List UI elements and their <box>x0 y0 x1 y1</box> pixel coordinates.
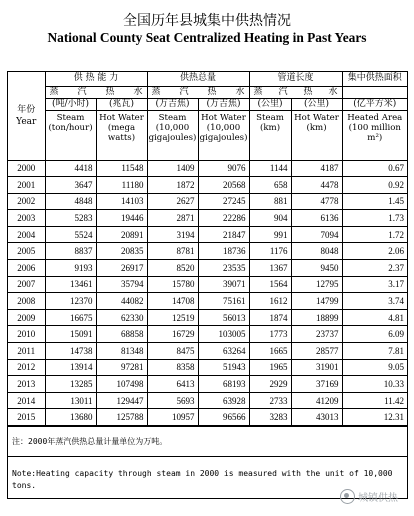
value-cell: 1.73 <box>342 210 407 227</box>
value-cell: 4478 <box>291 177 342 194</box>
value-cell: 81348 <box>96 343 147 360</box>
value-cell: 7094 <box>291 226 342 243</box>
year-cell: 2008 <box>8 293 45 310</box>
note-chinese: 注：2000年蒸汽供热总量计量单位为万吨。 <box>12 437 168 446</box>
value-cell: 13461 <box>45 276 96 293</box>
value-cell: 4778 <box>291 193 342 210</box>
value-cell: 6.09 <box>342 326 407 343</box>
value-cell: 3647 <box>45 177 96 194</box>
value-cell: 1665 <box>249 343 291 360</box>
value-cell: 12370 <box>45 293 96 310</box>
value-cell: 39071 <box>198 276 249 293</box>
year-cell: 2000 <box>8 160 45 177</box>
unit-row: (吨/小时) (兆瓦) (万吉焦) (万吉焦) (公里) (公里) (亿平方米) <box>8 98 407 110</box>
value-cell: 9.05 <box>342 359 407 376</box>
value-cell: 881 <box>249 193 291 210</box>
value-cell: 11180 <box>96 177 147 194</box>
table-row <box>8 160 407 177</box>
value-cell: 37169 <box>291 376 342 393</box>
group-capacity-header: 供 热 能 力 <box>45 72 147 86</box>
value-cell: 1564 <box>249 276 291 293</box>
value-cell: 51943 <box>198 359 249 376</box>
year-cell: 2001 <box>8 177 45 194</box>
value-cell: 2627 <box>147 193 198 210</box>
heating-table-frame <box>7 71 408 499</box>
table-row <box>8 293 407 310</box>
value-cell: 1874 <box>249 309 291 326</box>
value-cell: 658 <box>249 177 291 194</box>
table-row <box>8 177 407 194</box>
value-cell: 7.81 <box>342 343 407 360</box>
group-total-header: 供热总量 <box>147 72 249 86</box>
value-cell: 27245 <box>198 193 249 210</box>
value-cell: 6136 <box>291 210 342 227</box>
table-row <box>8 309 407 326</box>
year-cell: 2004 <box>8 226 45 243</box>
steam-hotwater-row: 蒸 汽 热 水 蒸 汽 热 水 蒸 汽 热 水 <box>8 86 407 98</box>
value-cell: 9076 <box>198 160 249 177</box>
value-cell: 1872 <box>147 177 198 194</box>
value-cell: 1176 <box>249 243 291 260</box>
table-row <box>8 260 407 277</box>
year-cell: 2005 <box>8 243 45 260</box>
table-row <box>8 343 407 360</box>
group-area-header: 集中供热面积 <box>342 72 407 86</box>
year-cell: 2015 <box>8 409 45 426</box>
value-cell: 2871 <box>147 210 198 227</box>
value-cell: 2.06 <box>342 243 407 260</box>
value-cell: 20568 <box>198 177 249 194</box>
value-cell: 991 <box>249 226 291 243</box>
value-cell: 97281 <box>96 359 147 376</box>
value-cell: 11548 <box>96 160 147 177</box>
table-row <box>8 326 407 343</box>
value-cell: 1.72 <box>342 226 407 243</box>
value-cell: 22286 <box>198 210 249 227</box>
value-cell: 14708 <box>147 293 198 310</box>
value-cell: 26917 <box>96 260 147 277</box>
notes <box>8 426 407 498</box>
year-cell: 2012 <box>8 359 45 376</box>
watermark-text: 城镇供热 <box>358 493 398 504</box>
year-cell: 2009 <box>8 309 45 326</box>
table-row <box>8 392 407 409</box>
value-cell: 10957 <box>147 409 198 426</box>
note-english: Note:Heating capacity through steam in 2000 is measured with the unit of 10,000 tons. <box>8 456 407 498</box>
value-cell: 4848 <box>45 193 96 210</box>
value-cell: 18899 <box>291 309 342 326</box>
value-cell: 3194 <box>147 226 198 243</box>
value-cell: 19446 <box>96 210 147 227</box>
table-row <box>8 409 407 426</box>
value-cell: 3.74 <box>342 293 407 310</box>
value-cell: 56013 <box>198 309 249 326</box>
year-header: 年份 Year <box>8 72 45 160</box>
value-cell: 3.17 <box>342 276 407 293</box>
table-row <box>8 376 407 393</box>
value-cell: 31901 <box>291 359 342 376</box>
value-cell: 20891 <box>96 226 147 243</box>
value-cell: 23535 <box>198 260 249 277</box>
value-cell: 8781 <box>147 243 198 260</box>
heating-table <box>8 72 407 426</box>
title-english: National County Seat Centralized Heating in Past Years <box>47 30 367 45</box>
value-cell: 41209 <box>291 392 342 409</box>
year-cell: 2002 <box>8 193 45 210</box>
value-cell: 8837 <box>45 243 96 260</box>
year-cell: 2007 <box>8 276 45 293</box>
value-cell: 96566 <box>198 409 249 426</box>
table-row <box>8 226 407 243</box>
value-cell: 904 <box>249 210 291 227</box>
value-cell: 8048 <box>291 243 342 260</box>
value-cell: 12519 <box>147 309 198 326</box>
table-row <box>8 193 407 210</box>
value-cell: 44082 <box>96 293 147 310</box>
value-cell: 12.31 <box>342 409 407 426</box>
year-cell: 2013 <box>8 376 45 393</box>
year-cell: 2006 <box>8 260 45 277</box>
value-cell: 68858 <box>96 326 147 343</box>
value-cell: 20835 <box>96 243 147 260</box>
value-cell: 4187 <box>291 160 342 177</box>
value-cell: 4418 <box>45 160 96 177</box>
value-cell: 0.92 <box>342 177 407 194</box>
wechat-logo-icon <box>340 489 355 504</box>
group-pipe-header: 管道长度 <box>249 72 342 86</box>
value-cell: 9450 <box>291 260 342 277</box>
value-cell: 4.81 <box>342 309 407 326</box>
value-cell: 1409 <box>147 160 198 177</box>
value-cell: 8520 <box>147 260 198 277</box>
value-cell: 9193 <box>45 260 96 277</box>
title-chinese: 全国历年县城集中供热情况 <box>123 13 291 29</box>
watermark <box>340 489 398 504</box>
value-cell: 5283 <box>45 210 96 227</box>
value-cell: 2929 <box>249 376 291 393</box>
value-cell: 13680 <box>45 409 96 426</box>
value-cell: 6413 <box>147 376 198 393</box>
value-cell: 1773 <box>249 326 291 343</box>
value-cell: 0.67 <box>342 160 407 177</box>
value-cell: 1.45 <box>342 193 407 210</box>
value-cell: 15091 <box>45 326 96 343</box>
year-cell: 2010 <box>8 326 45 343</box>
table-row <box>8 210 407 227</box>
value-cell: 68193 <box>198 376 249 393</box>
value-cell: 107498 <box>96 376 147 393</box>
value-cell: 63928 <box>198 392 249 409</box>
value-cell: 13011 <box>45 392 96 409</box>
value-cell: 1612 <box>249 293 291 310</box>
value-cell: 125788 <box>96 409 147 426</box>
value-cell: 11.42 <box>342 392 407 409</box>
value-cell: 5693 <box>147 392 198 409</box>
value-cell: 35794 <box>96 276 147 293</box>
value-cell: 18736 <box>198 243 249 260</box>
value-cell: 8358 <box>147 359 198 376</box>
value-cell: 62330 <box>96 309 147 326</box>
value-cell: 14103 <box>96 193 147 210</box>
value-cell: 12795 <box>291 276 342 293</box>
year-cell: 2011 <box>8 343 45 360</box>
table-row <box>8 276 407 293</box>
table-row <box>8 359 407 376</box>
value-cell: 43013 <box>291 409 342 426</box>
year-cell: 2003 <box>8 210 45 227</box>
value-cell: 23737 <box>291 326 342 343</box>
value-cell: 16729 <box>147 326 198 343</box>
value-cell: 16675 <box>45 309 96 326</box>
value-cell: 14738 <box>45 343 96 360</box>
value-cell: 15780 <box>147 276 198 293</box>
value-cell: 13285 <box>45 376 96 393</box>
value-cell: 2733 <box>249 392 291 409</box>
year-cell: 2014 <box>8 392 45 409</box>
value-cell: 5524 <box>45 226 96 243</box>
value-cell: 21847 <box>198 226 249 243</box>
english-header-row: Steam (ton/hour) Hot Water (mega watts) Steam (10,000 gigajoules) Hot Water (10,000 gigajoules) Steam (km) Hot Water (km) Heated Area (100 million m²) <box>8 110 407 160</box>
value-cell: 2.37 <box>342 260 407 277</box>
value-cell: 1367 <box>249 260 291 277</box>
value-cell: 8475 <box>147 343 198 360</box>
value-cell: 28577 <box>291 343 342 360</box>
value-cell: 10.33 <box>342 376 407 393</box>
value-cell: 3283 <box>249 409 291 426</box>
value-cell: 1965 <box>249 359 291 376</box>
value-cell: 1144 <box>249 160 291 177</box>
value-cell: 63264 <box>198 343 249 360</box>
value-cell: 75161 <box>198 293 249 310</box>
value-cell: 129447 <box>96 392 147 409</box>
value-cell: 14799 <box>291 293 342 310</box>
table-row <box>8 243 407 260</box>
value-cell: 103005 <box>198 326 249 343</box>
value-cell: 13914 <box>45 359 96 376</box>
